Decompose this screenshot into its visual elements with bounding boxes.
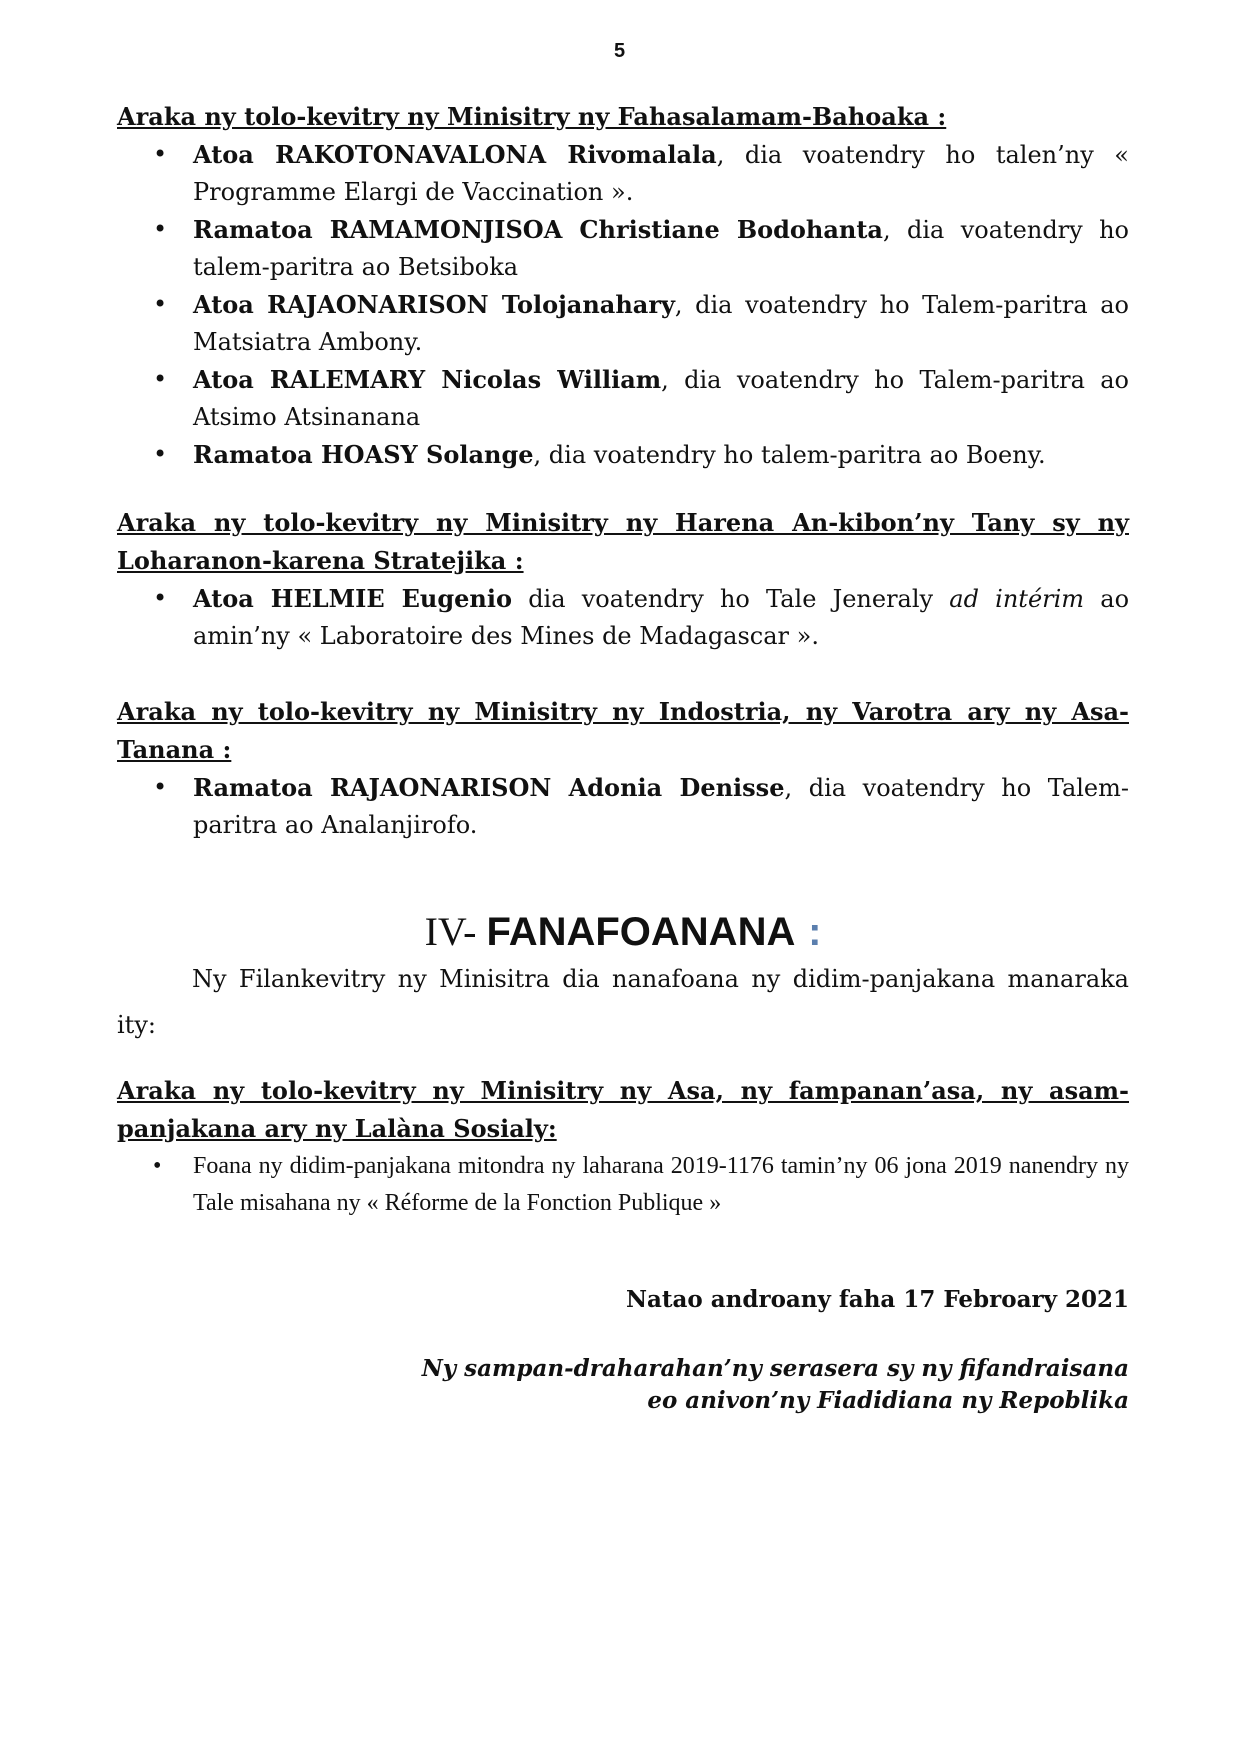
person-name: Atoa RAJAONARISON Tolojanahary bbox=[193, 290, 675, 319]
section-heading-mines: Araka ny tolo-kevitry ny Minisitry ny Harena An-kibon’ny Tany sy ny Loharanon-karena Stratejika : bbox=[117, 508, 1129, 575]
signature-line: eo anivon’ny Fiadidiana ny Repoblika bbox=[647, 1387, 1129, 1414]
abrogation-intro: Ny Filankevitry ny Minisitra dia nanafoana ny didim-panjakana manaraka ity: bbox=[117, 965, 1129, 1039]
abrogation-list bbox=[117, 1148, 1129, 1222]
list-item: • Foana ny didim-panjakana mitondra ny laharana 2019-1176 tamin’ny 06 jona 2019 nanendry ny Tale misahana ny « Réforme de la Fonction Publique » bbox=[117, 1148, 1129, 1222]
page-number: 5 bbox=[613, 40, 626, 62]
list-item bbox=[117, 769, 1129, 844]
appointment-italic-text: ad intérim bbox=[949, 585, 1085, 613]
signature-block bbox=[117, 1353, 1129, 1417]
person-name: Atoa HELMIE Eugenio bbox=[193, 584, 512, 613]
appointment-text: , dia voatendry ho Talem-paritra ao Atsimo Atsinanana bbox=[193, 366, 1129, 431]
part-title: FANAFOANANA bbox=[486, 910, 796, 954]
part-heading-fanafoanana bbox=[117, 908, 1129, 956]
list-item bbox=[117, 286, 1129, 361]
list-item bbox=[117, 361, 1129, 436]
appointment-list-health bbox=[117, 136, 1129, 474]
list-item bbox=[117, 436, 1129, 474]
list-item bbox=[117, 136, 1129, 211]
list-item bbox=[117, 211, 1129, 286]
appointment-text: , dia voatendry ho talen’ny « Programme Elargi de Vaccination ». bbox=[193, 141, 1129, 206]
person-name: Ramatoa RAJAONARISON Adonia Denisse bbox=[193, 773, 785, 802]
document-date: Natao androany faha 17 Febroary 2021 bbox=[625, 1286, 1129, 1313]
appointment-text: , dia voatendry ho Talem-paritra ao Analanjirofo. bbox=[193, 774, 1129, 839]
person-name: Atoa RALEMARY Nicolas William bbox=[193, 365, 662, 394]
appointment-text: ao amin’ny « Laboratoire des Mines de Madagascar ». bbox=[193, 585, 1130, 650]
appointment-text: dia voatendry ho Tale Jeneraly bbox=[512, 585, 950, 613]
person-name: Ramatoa HOASY Solange bbox=[193, 440, 534, 469]
signature-line: Ny sampan-draharahan’ny serasera sy ny fifandraisana bbox=[421, 1355, 1129, 1382]
appointment-text: , dia voatendry ho talem-paritra ao Boeny. bbox=[533, 441, 1046, 469]
appointment-text: , dia voatendry ho talem-paritra ao Betsiboka bbox=[193, 216, 1129, 281]
appointment-list-industry bbox=[117, 769, 1129, 844]
section-heading-industry: Araka ny tolo-kevitry ny Minisitry ny Indostria, ny Varotra ary ny Asa-Tanana : bbox=[117, 697, 1129, 764]
section-heading-labour: Araka ny tolo-kevitry ny Minisitry ny Asa, ny fampanan’asa, ny asam-panjakana ary ny Lalàna Sosialy: bbox=[117, 1076, 1129, 1143]
appointment-text: , dia voatendry ho Talem-paritra ao Matsiatra Ambony. bbox=[193, 291, 1129, 356]
part-number: IV- bbox=[424, 909, 477, 954]
part-colon: : bbox=[808, 910, 822, 954]
appointment-list-mines bbox=[117, 580, 1129, 655]
section-heading-health: Araka ny tolo-kevitry ny Minisitry ny Fahasalamam-Bahoaka : bbox=[117, 102, 947, 131]
person-name: Atoa RAKOTONAVALONA Rivomalala bbox=[193, 140, 717, 169]
list-item bbox=[117, 580, 1129, 655]
person-name: Ramatoa RAMAMONJISOA Christiane Bodohanta bbox=[193, 215, 883, 244]
document-body bbox=[117, 98, 1129, 1417]
